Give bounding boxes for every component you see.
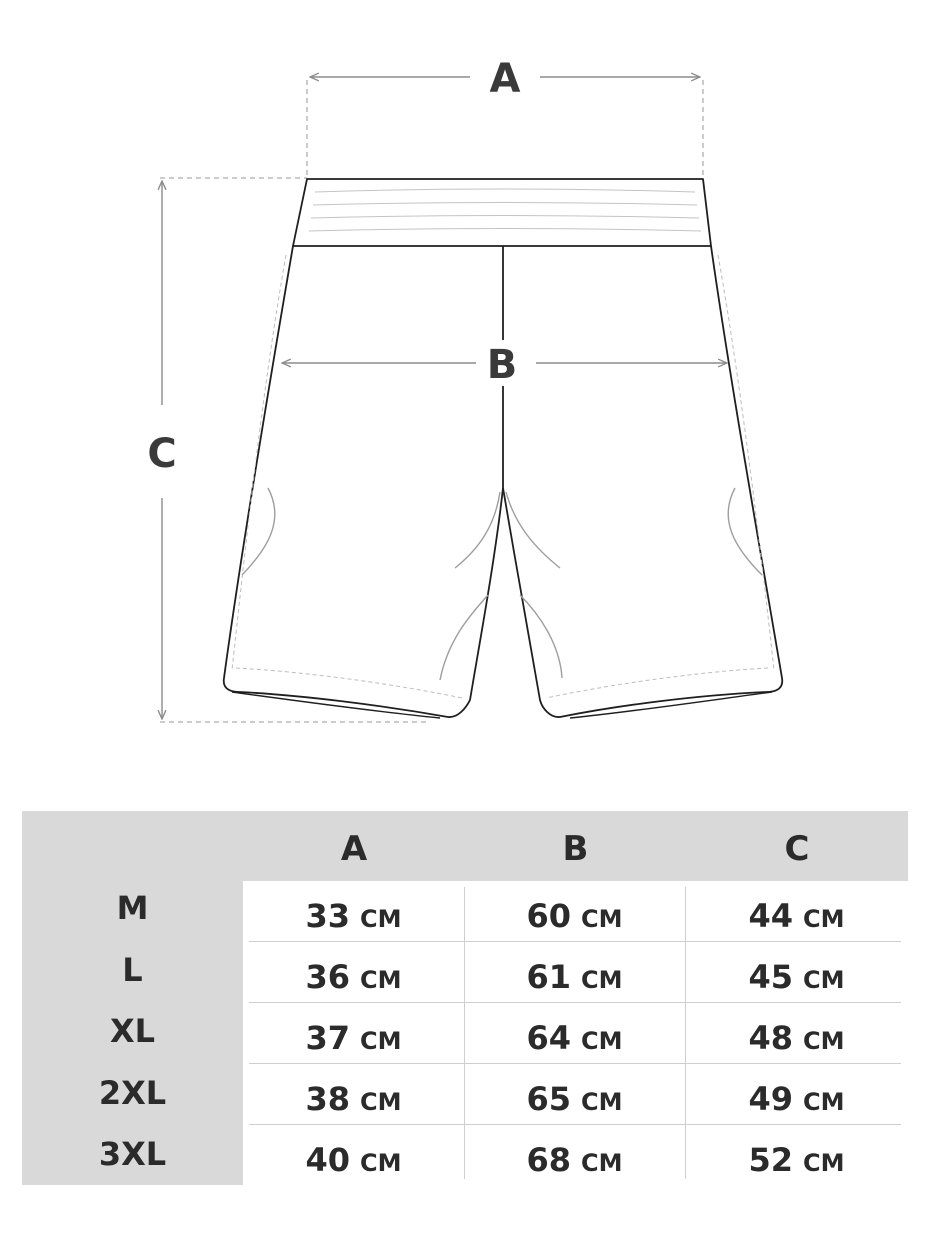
table-cell (464, 1074, 685, 1130)
size-label-xl: XL (109, 1012, 156, 1050)
value-a: 33 (305, 897, 351, 935)
table-cell (243, 1013, 464, 1069)
size-label-m: M (116, 889, 149, 927)
column-header-b: B (562, 829, 589, 869)
value-c: 52 (748, 1141, 794, 1179)
table-cell (243, 1074, 464, 1130)
unit: CM (581, 1149, 623, 1177)
shorts-outline (224, 179, 783, 717)
dimension-guides (160, 80, 703, 722)
unit: CM (803, 1027, 845, 1055)
table-cell (243, 891, 464, 947)
table-cell (685, 1074, 908, 1130)
value-b: 60 (526, 897, 572, 935)
column-header-c: C (784, 829, 810, 869)
unit: CM (360, 1027, 402, 1055)
unit: CM (803, 966, 845, 994)
value-a: 37 (305, 1019, 351, 1057)
unit: CM (360, 1088, 402, 1116)
table-cell (464, 952, 685, 1008)
value-a: 38 (305, 1080, 351, 1118)
unit: CM (360, 966, 402, 994)
value-c: 45 (748, 958, 794, 996)
left-leg (224, 246, 503, 717)
table-cell (685, 1135, 908, 1191)
table-cell (464, 1013, 685, 1069)
table-body (243, 881, 908, 1185)
table-cell (685, 952, 908, 1008)
size-table (22, 811, 908, 1185)
value-c: 44 (748, 897, 794, 935)
unit: CM (581, 1027, 623, 1055)
fold-shading (242, 488, 762, 680)
table-cell (464, 891, 685, 947)
dimension-b-label: B (486, 342, 518, 388)
size-label-3xl: 3XL (98, 1135, 167, 1173)
unit: CM (360, 1149, 402, 1177)
column-header-a: A (340, 829, 368, 869)
value-b: 64 (526, 1019, 572, 1057)
unit: CM (581, 1088, 623, 1116)
size-label-2xl: 2XL (98, 1074, 167, 1112)
unit: CM (360, 905, 402, 933)
value-b: 65 (526, 1080, 572, 1118)
unit: CM (803, 1088, 845, 1116)
table-cell (685, 891, 908, 947)
table-cell (685, 1013, 908, 1069)
dimension-a-label: A (489, 56, 521, 102)
table-cell (464, 1135, 685, 1191)
table-cell (243, 952, 464, 1008)
value-a: 36 (305, 958, 351, 996)
value-c: 48 (748, 1019, 794, 1057)
unit: CM (581, 905, 623, 933)
hem-back-curves (232, 692, 772, 718)
dimension-c-label: C (147, 431, 177, 477)
value-c: 49 (748, 1080, 794, 1118)
value-a: 40 (305, 1141, 351, 1179)
unit: CM (803, 1149, 845, 1177)
value-b: 61 (526, 958, 572, 996)
table-cell (243, 1135, 464, 1191)
unit: CM (581, 966, 623, 994)
value-b: 68 (526, 1141, 572, 1179)
size-label-l: L (122, 951, 143, 989)
unit: CM (803, 905, 845, 933)
right-leg (503, 246, 782, 717)
